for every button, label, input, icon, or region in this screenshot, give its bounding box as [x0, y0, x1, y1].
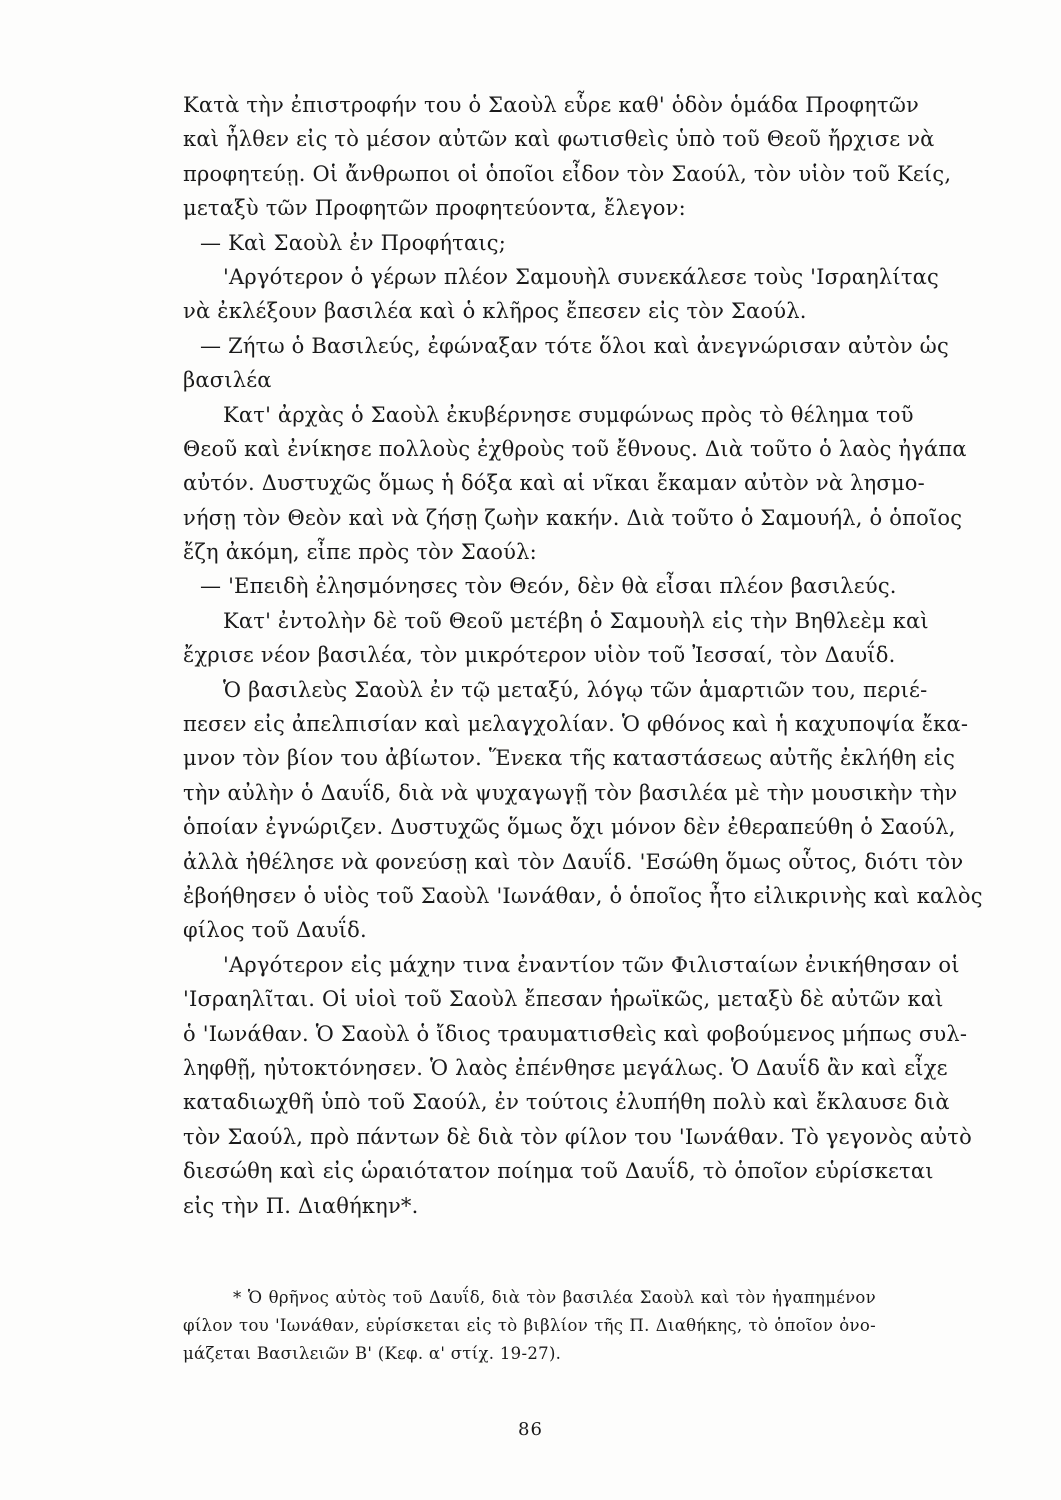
text-line: ἔζη ἀκόμη, εἶπε πρὸς τὸν Σαούλ: [183, 540, 537, 565]
text-line: Κατ' ἀρχὰς ὁ Σαοὺλ ἐκυβέρνησε συμφώνως πρὸς τὸ θέλημα τοῦ [223, 402, 914, 427]
dialogue-line: — Ζήτω ὁ Βασιλεύς, ἐφώναξαν τότε ὅλοι καὶ ἀνεγνώρισαν αὐτὸν ὡς [200, 333, 949, 358]
text-line: ἐβοήθησεν ὁ υἱὸς τοῦ Σαοὺλ 'Ιωνάθαν, ὁ ὁποῖος ἦτο εἰλικρινὴς καὶ καλὸς [183, 883, 983, 908]
text-line: ἔχρισε νέον βασιλέα, τὸν μικρότερον υἱὸν τοῦ Ἰεσσαί, τὸν Δαυΐδ. [183, 643, 896, 668]
text-line: ληφθῇ, ηὐτοκτόνησεν. Ὁ λαὸς ἐπένθησε μεγάλως. Ὁ Δαυΐδ ἂν καὶ εἶχε [183, 1055, 948, 1080]
text-line: μνον τὸν βίον του ἀβίωτον. Ἕνεκα τῆς καταστάσεως αὐτῆς ἐκλήθη εἰς [183, 746, 956, 771]
text-line: προφητεύῃ. Οἱ ἄνθρωποι οἱ ὁποῖοι εἶδον τὸν Σαούλ, τὸν υἱὸν τοῦ Κείς, [183, 161, 952, 186]
text-line: καταδιωχθῆ ὑπὸ τοῦ Σαούλ, ἐν τούτοις ἐλυπήθη πολὺ καὶ ἔκλαυσε διὰ [183, 1090, 950, 1115]
text-line: τὴν αὐλὴν ὁ Δαυΐδ, διὰ νὰ ψυχαγωγῇ τὸν βασιλέα μὲ τὴν μουσικὴν τὴν [183, 780, 958, 805]
page-number: 86 [518, 1419, 543, 1440]
text-line: βασιλέα [183, 368, 272, 393]
footnote-line: φίλον του 'Ιωνάθαν, εὑρίσκεται εἰς τὸ βιβλίον τῆς Π. Διαθήκης, τὸ ὁποῖον ὀνο- [183, 1316, 876, 1335]
footnote [183, 1284, 876, 1368]
text-line: καὶ ἦλθεν εἰς τὸ μέσον αὐτῶν καὶ φωτισθεὶς ὑπὸ τοῦ Θεοῦ ἤρχισε νὰ [183, 127, 935, 152]
text-line: Κατ' ἐντολὴν δὲ τοῦ Θεοῦ μετέβη ὁ Σαμουὴλ εἰς τὴν Βηθλεὲμ καὶ [223, 608, 929, 633]
text-line: Ὁ βασιλεὺς Σαοὺλ ἐν τῷ μεταξύ, λόγῳ τῶν ἁμαρτιῶν του, περιέ- [223, 677, 928, 702]
text-line: αὐτόν. Δυστυχῶς ὅμως ἡ δόξα καὶ αἱ νῖκαι ἔκαμαν αὐτὸν νὰ λησμο- [183, 471, 925, 496]
text-line: ὁποίαν ἐγνώριζεν. Δυστυχῶς ὅμως ὄχι μόνον δὲν ἐθεραπεύθη ὁ Σαούλ, [183, 815, 956, 840]
text-line: ἀλλὰ ἠθέλησε νὰ φονεύσῃ καὶ τὸν Δαυΐδ. 'Εσώθη ὅμως οὗτος, διότι τὸν [183, 849, 964, 874]
text-line: νὰ ἐκλέξουν βασιλέα καὶ ὁ κλῆρος ἔπεσεν εἰς τὸν Σαούλ. [183, 299, 807, 324]
dialogue-line: — Καὶ Σαοὺλ ἐν Προφήταις; [200, 230, 507, 255]
text-line: νήσῃ τὸν Θεὸν καὶ νὰ ζήσῃ ζωὴν κακήν. Διὰ τοῦτο ὁ Σαμουήλ, ὁ ὁποῖος [183, 505, 963, 530]
footnote-line: * Ὁ θρῆνος αὐτὸς τοῦ Δαυΐδ, διὰ τὸν βασιλέα Σαοὺλ καὶ τὸν ἠγαπημένον [233, 1288, 876, 1307]
text-line: Θεοῦ καὶ ἐνίκησε πολλοὺς ἐχθροὺς τοῦ ἔθνους. Διὰ τοῦτο ὁ λαὸς ἠγάπα [183, 436, 967, 461]
text-line: εἰς τὴν Π. Διαθήκην*. [183, 1193, 419, 1218]
text-line: 'Αργότερον ὁ γέρων πλέον Σαμουὴλ συνεκάλεσε τοὺς 'Ισραηλίτας [223, 264, 940, 289]
body-text [183, 88, 983, 1223]
text-line: πεσεν εἰς ἀπελπισίαν καὶ μελαγχολίαν. Ὁ φθόνος καὶ ἡ καχυποψία ἔκα- [183, 712, 969, 737]
footnote-line: μάζεται Βασιλειῶν Β' (Κεφ. α' στίχ. 19-27). [183, 1344, 562, 1363]
text-line: τὸν Σαούλ, πρὸ πάντων δὲ διὰ τὸν φίλον του 'Ιωνάθαν. Τὸ γεγονὸς αὐτὸ [183, 1124, 972, 1149]
text-line: 'Αργότερον εἰς μάχην τινα ἐναντίον τῶν Φιλισταίων ἐνικήθησαν οἱ [223, 952, 960, 977]
text-line: μεταξὺ τῶν Προφητῶν προφητεύοντα, ἔλεγον: [183, 196, 686, 221]
dialogue-line: — 'Επειδὴ ἐλησμόνησες τὸν Θεόν, δὲν θὰ εἶσαι πλέον βασιλεύς. [200, 574, 897, 599]
text-line: διεσώθη καὶ εἰς ὡραιότατον ποίημα τοῦ Δαυΐδ, τὸ ὁποῖον εὑρίσκεται [183, 1159, 934, 1184]
text-line: 'Ισραηλῖται. Οἱ υἱοὶ τοῦ Σαοὺλ ἔπεσαν ἡρωϊκῶς, μεταξὺ δὲ αὐτῶν καὶ [183, 987, 944, 1012]
text-line: φίλος τοῦ Δαυΐδ. [183, 918, 367, 943]
text-line: ὁ 'Ιωνάθαν. Ὁ Σαοὺλ ὁ ἴδιος τραυματισθεὶς καὶ φοβούμενος μήπως συλ- [183, 1021, 968, 1046]
text-line: Κατὰ τὴν ἐπιστροφήν του ὁ Σαοὺλ εὗρε καθ' ὁδὸν ὁμάδα Προφητῶν [183, 93, 919, 117]
